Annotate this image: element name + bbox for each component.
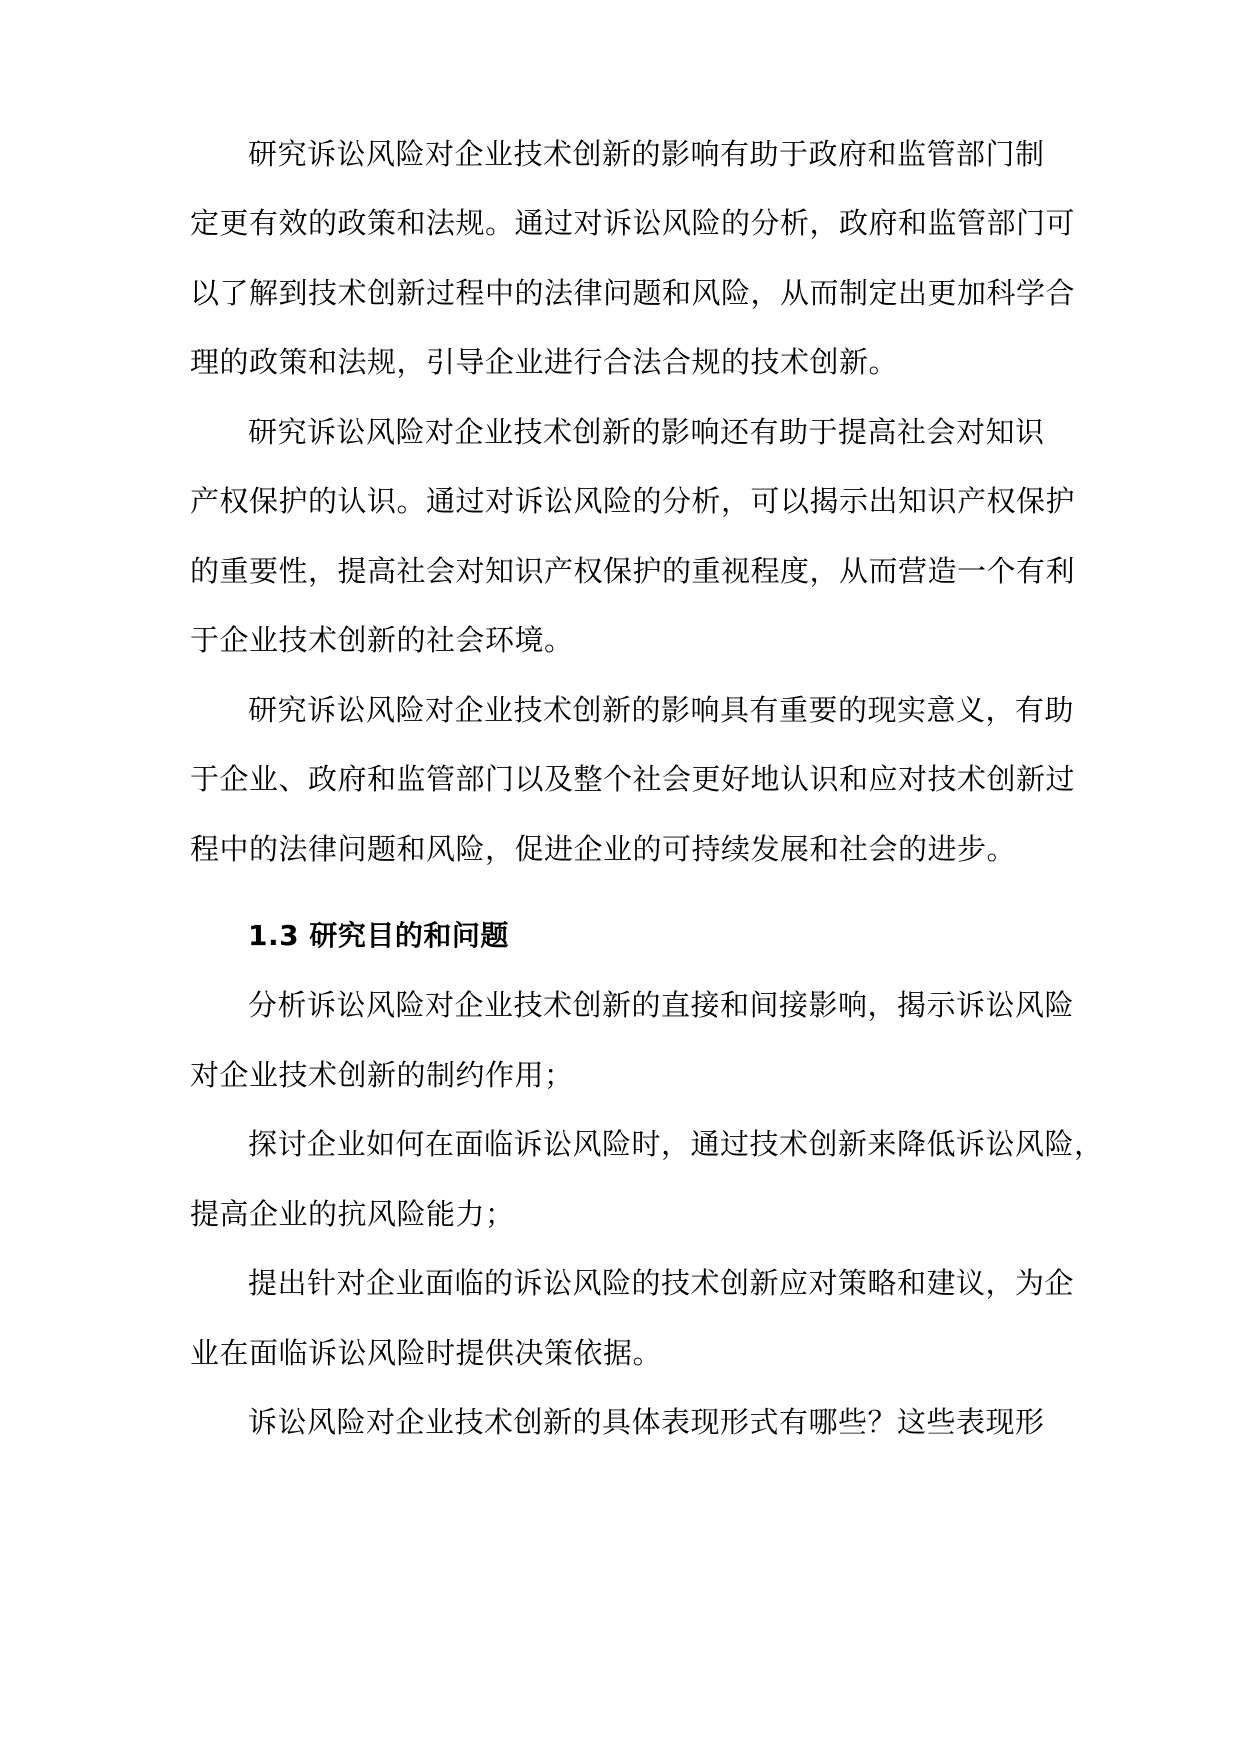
section-paragraph-1-line-2: 对企业技术创新的制约作用； [190,1058,574,1092]
section-paragraph-4-line-1: 诉讼风险对企业技术创新的具体表现形式有哪些？这些表现形 [248,1405,1045,1439]
paragraph-2-line-3: 的重要性，提高社会对知识产权保护的重视程度，从而营造一个有利 [190,554,1076,588]
section-heading: 1.3 研究目的和问题 [248,919,509,952]
section-paragraph-1-line-1: 分析诉讼风险对企业技术创新的直接和间接影响，揭示诉讼风险 [248,988,1075,1022]
paragraph-1-line-4: 理的政策和法规，引导企业进行合法合规的技术创新。 [190,345,899,379]
section-paragraph-2-line-2: 提高企业的抗风险能力； [190,1197,515,1231]
section-paragraph-3-line-1: 提出针对企业面临的诉讼风险的技术创新应对策略和建议，为企 [248,1266,1075,1300]
paragraph-1-line-2: 定更有效的政策和法规。通过对诉讼风险的分析，政府和监管部门可 [190,206,1076,240]
paragraph-1-line-3: 以了解到技术创新过程中的法律问题和风险，从而制定出更加科学合 [190,276,1076,310]
section-paragraph-2-line-1: 探讨企业如何在面临诉讼风险时，通过技术创新来降低诉讼风险， [248,1127,1104,1161]
paragraph-1-line-1: 研究诉讼风险对企业技术创新的影响有助于政府和监管部门制 [248,137,1045,171]
paragraph-2-line-2: 产权保护的认识。通过对诉讼风险的分析，可以揭示出知识产权保护 [190,484,1076,518]
paragraph-3-line-1: 研究诉讼风险对企业技术创新的影响具有重要的现实意义，有助 [248,693,1075,727]
paragraph-2-line-4: 于企业技术创新的社会环境。 [190,623,574,657]
paragraph-3-line-2: 于企业、政府和监管部门以及整个社会更好地认识和应对技术创新过 [190,762,1076,796]
section-paragraph-3-line-2: 业在面临诉讼风险时提供决策依据。 [190,1336,663,1370]
paragraph-2-line-1: 研究诉讼风险对企业技术创新的影响还有助于提高社会对知识 [248,415,1045,449]
paragraph-3-line-3: 程中的法律问题和风险，促进企业的可持续发展和社会的进步。 [190,832,1017,866]
